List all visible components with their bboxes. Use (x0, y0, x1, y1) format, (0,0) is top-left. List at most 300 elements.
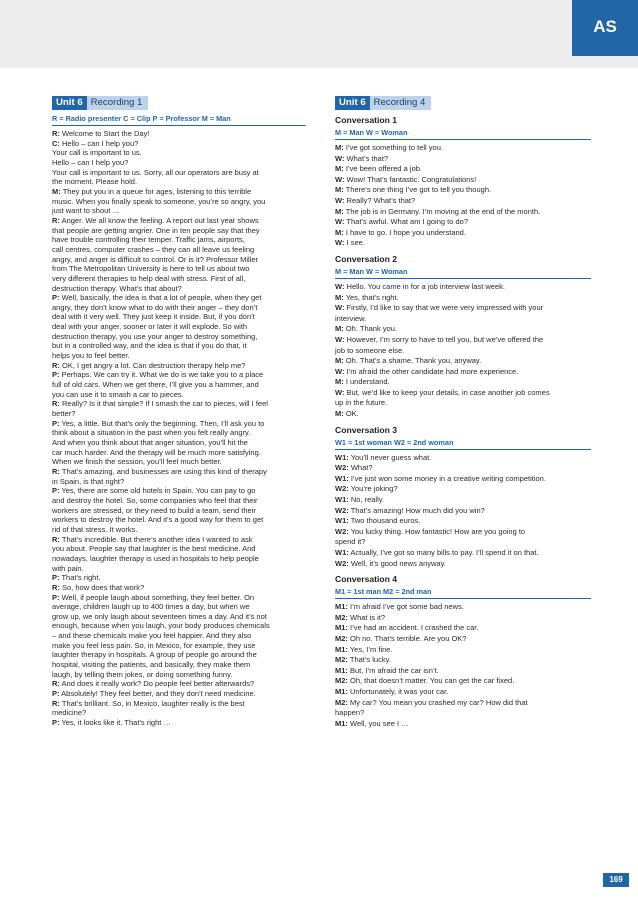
speaker-tag: P: (52, 592, 60, 602)
transcript-line (335, 175, 591, 186)
line-text: What’s that? (344, 153, 389, 163)
speaker-legend: M1 = 1st man M2 = 2nd man (335, 587, 591, 599)
transcript-line (335, 645, 591, 656)
transcript-line (52, 641, 306, 651)
line-text: workers to destroy the hotel. And it’s a good way for them to get (52, 515, 264, 525)
transcript-line (335, 634, 591, 645)
speaker-tag: M1: (335, 686, 348, 696)
transcript-line (335, 559, 591, 570)
transcript-line (52, 699, 306, 709)
line-text: music. When you finally speak to someone, you’re so angry, you (52, 196, 266, 206)
speaker-tag: R: (52, 679, 60, 689)
line-text: helps you to feel better. (52, 351, 130, 361)
transcript-line (335, 346, 591, 357)
line-text: I’m afraid the other candidate had more experience. (344, 366, 519, 376)
transcript-line (52, 361, 306, 371)
line-text: What? (348, 463, 373, 473)
transcript-line (335, 484, 591, 495)
transcript-line (52, 612, 306, 622)
line-text: but in a controlled way, and the idea is that if you do that, it (52, 341, 247, 351)
unit-label: Unit 6 (52, 96, 87, 110)
transcript-line (52, 168, 306, 178)
speaker-tag: R: (52, 399, 60, 409)
line-text: That’s incredible. But there’s another idea I wanted to ask (59, 534, 253, 544)
transcript-line (335, 409, 591, 420)
speaker-tag: M1: (335, 718, 348, 728)
transcript-line (335, 453, 591, 464)
transcript-line (52, 554, 306, 564)
line-text: deal with your anger, sooner or later it will explode. So with (52, 322, 248, 332)
header-band (0, 0, 638, 68)
transcript-line (52, 341, 306, 351)
transcript-line (52, 593, 306, 603)
line-text: Oh, that doesn’t matter. You can get the car fixed. (347, 676, 515, 686)
speaker-tag: M: (335, 409, 344, 419)
line-text: hospital, visiting the patients, and basically, they make them (52, 660, 251, 670)
transcript-line (335, 282, 591, 293)
speaker-tag: M: (52, 186, 61, 196)
transcript-line (52, 409, 306, 419)
speaker-tag: W: (335, 387, 345, 397)
transcript-line (52, 428, 306, 438)
line-text: So, how does that work? (59, 582, 145, 592)
conversation-section (335, 424, 591, 570)
line-text: Hello. You came in for a job interview last week. (344, 281, 505, 291)
unit-header-left (52, 96, 306, 110)
line-text: the moment. Please hold. (52, 177, 138, 187)
transcript-line (52, 660, 306, 670)
transcript-line (335, 293, 591, 304)
left-column (52, 96, 306, 728)
line-text: angry, they don’t know what to do with their anger – they don’t (52, 302, 258, 312)
speaker-tag: M: (335, 292, 344, 302)
unit-label: Unit 6 (335, 96, 370, 110)
line-text: call centres, computer crashes – they can all leave us feeling (52, 244, 255, 254)
transcript-line (335, 474, 591, 485)
speaker-tag: W2: (335, 505, 349, 515)
transcript-line (52, 525, 306, 535)
line-text: Oh. Thank you. (343, 324, 397, 334)
unit-header-right (335, 96, 591, 110)
speaker-tag: M: (335, 206, 344, 216)
transcript-line (52, 718, 306, 728)
transcript-line (335, 537, 591, 548)
transcript-line (52, 206, 306, 216)
line-text: deal with it very well. They just keep it inside. But, if you don’t (52, 312, 255, 322)
line-text: grow up, we only laugh about seventeen times a day. And it’s not (52, 611, 267, 621)
speaker-tag: P: (52, 370, 60, 380)
transcript-line (335, 303, 591, 314)
speaker-tag: C: (52, 138, 60, 148)
transcript-line (52, 293, 306, 303)
line-text: Well, basically, the idea is that a lot of people, when they get (59, 293, 262, 303)
transcript-line (52, 187, 306, 197)
conversation-title: Conversation 1 (335, 115, 398, 125)
line-text: OK, I get angry a lot. Can destruction therapy help me? (59, 360, 246, 370)
line-text: And when you think about that anger situation, you’ll hit the (52, 438, 248, 447)
speaker-tag: W: (335, 281, 345, 291)
transcript-line (52, 129, 306, 139)
transcript-line (52, 380, 306, 390)
line-text: I’ve been offered a job. (343, 164, 423, 174)
transcript-line (335, 217, 591, 228)
line-text: you can use it to smash a car to pieces. (52, 389, 184, 399)
transcript-line (335, 602, 591, 613)
speaker-tag: W: (335, 303, 345, 313)
transcript-line (52, 139, 306, 149)
line-text: laughter therapy in hospitals. A group of people go around the (52, 650, 257, 660)
line-text: up in the future. (335, 398, 388, 408)
line-text: laugh, by telling them jokes, or doing something funny. (52, 669, 233, 679)
speaker-tag: M1: (335, 665, 348, 675)
speaker-legend: M = Man W = Woman (335, 267, 591, 279)
line-text: destruction therapy. What’s that about? (52, 283, 182, 293)
transcript-line (52, 264, 306, 274)
line-text: average, children laugh up to 400 times a day, but when we (52, 602, 250, 612)
transcript-line (335, 324, 591, 335)
recording-label: Recording 4 (370, 96, 432, 110)
line-text: Well, it’s good news anyway. (348, 558, 446, 568)
speaker-tag: M: (335, 356, 344, 366)
speaker-tag: W1: (335, 473, 349, 483)
right-column (335, 96, 591, 729)
line-text: Perhaps. We can try it. What we do is we take you to a place (59, 370, 264, 380)
line-text: make you feel less pain. So, in Mexico, for example, they use (52, 640, 256, 650)
speaker-tag: M2: (335, 633, 348, 643)
transcript-line (52, 332, 306, 342)
transcript-line (52, 197, 306, 207)
transcript-line (52, 564, 306, 574)
conversation-section (335, 573, 591, 729)
line-text: And does it really work? Do people feel better afterwards? (59, 679, 255, 689)
transcript-line (52, 235, 306, 245)
transcript-line (52, 496, 306, 506)
recording-label: Recording 1 (87, 96, 149, 110)
speaker-tag: R: (52, 360, 60, 370)
line-text: Well, if people laugh about something, they feel better. On (59, 592, 255, 602)
line-text: job to someone else. (335, 345, 405, 355)
speaker-tag: M: (335, 227, 344, 237)
speaker-tag: W: (335, 366, 345, 376)
line-text: Anger. We all know the feeling. A report out last year shows (59, 215, 259, 225)
speaker-tag: M: (335, 164, 344, 174)
line-text: happen? (335, 708, 365, 718)
transcript-line (52, 370, 306, 380)
speaker-tag: P: (52, 293, 60, 303)
line-text: Actually, I’ve got so many bills to pay. I’ll spend it on that. (348, 548, 539, 557)
line-text: enough, because when you laugh, your body produces chemicals (52, 621, 270, 631)
transcript-line (52, 467, 306, 477)
line-text: think about a situation in the past when you felt really angry. (52, 428, 251, 438)
conversation-section (335, 114, 591, 249)
transcript-line (52, 457, 306, 467)
line-text: That’s awful. What am I going to do? (344, 217, 468, 227)
line-text: Really? Is it that simple? If I smash the car to pieces, will I feel (59, 399, 268, 409)
transcript-line (52, 477, 306, 487)
transcript-line (335, 655, 591, 666)
transcript-line (335, 388, 591, 399)
transcript-line (52, 284, 306, 294)
line-text: That’s amazing! How much did you win? (348, 505, 485, 515)
line-text: OK. (343, 409, 359, 419)
transcript-line (335, 238, 591, 249)
transcript-line (335, 196, 591, 207)
transcript-line (52, 679, 306, 689)
transcript-line (335, 623, 591, 634)
line-text: There’s one thing I’ve got to tell you though. (343, 185, 492, 195)
line-text: I see. (344, 238, 365, 248)
speaker-tag: M: (335, 377, 344, 387)
line-text: and destroy the hotel. So, some companies who feel that their (52, 495, 258, 505)
line-text: Two thousand euros. (348, 516, 421, 526)
line-text: – and these chemicals make you feel happier. And they also (52, 631, 252, 641)
speaker-tag: W1: (335, 452, 349, 462)
speaker-tag: W1: (335, 548, 349, 557)
line-text: from The Metropolitan University is here to tell us about two (52, 264, 250, 274)
transcript-line (335, 708, 591, 719)
transcript-line (52, 312, 306, 322)
line-text: You lucky thing. How fantastic! How are you going to (348, 526, 526, 536)
speaker-tag: M2: (335, 676, 348, 686)
speaker-tag: M: (335, 185, 344, 195)
speaker-tag: M1: (335, 644, 348, 654)
transcript-line (335, 506, 591, 517)
transcript-line (335, 495, 591, 506)
speaker-tag: P: (52, 718, 60, 728)
line-text: you about. People say that laughter is the best medicine. And (52, 544, 256, 554)
speaker-tag: M1: (335, 602, 348, 612)
transcript-line (52, 670, 306, 680)
line-text: Hello – can I help you? (52, 157, 129, 167)
line-text: medicine? (52, 708, 87, 718)
line-text: angry, and anger is difficult to control. Or is it? Professor Miller (52, 254, 259, 264)
line-text: workers are stressed, or they need to build a team, send their (52, 505, 256, 515)
line-text: very different therapies to help deal with stress. First of all, (52, 273, 246, 283)
conversation-title: Conversation 4 (335, 574, 398, 585)
speaker-legend: W1 = 1st woman W2 = 2nd woman (335, 438, 591, 450)
line-text: with pain. (52, 563, 84, 573)
speaker-tag: P: (52, 486, 60, 496)
line-text: Yes, that’s right. (343, 292, 399, 302)
line-text: rid of that stress. It works. (52, 524, 138, 534)
transcript-line (52, 438, 306, 448)
transcript-line (52, 226, 306, 236)
speaker-tag: W2: (335, 526, 349, 536)
transcript-line (52, 399, 306, 409)
transcript-line (335, 164, 591, 175)
speaker-tag: W: (335, 238, 345, 248)
line-text: destruction therapy, you use your anger to destroy something, (52, 331, 258, 341)
line-text: in Spain, is that right? (52, 476, 125, 486)
conversation-section (335, 253, 591, 420)
line-text: They put you in a queue for ages, listening to this terrible (60, 186, 252, 196)
speaker-tag: R: (52, 698, 60, 708)
line-text: Your call is important to us. (52, 148, 142, 158)
line-text: that people are getting angrier. One in ten people say that they (52, 225, 260, 235)
line-text: That’s amazing, and businesses are using this kind of therapy (59, 466, 267, 476)
transcript-line (335, 676, 591, 687)
speaker-tag: P: (52, 418, 60, 428)
transcript-line (335, 143, 591, 154)
speaker-tag: M1: (335, 623, 348, 633)
section-tab: AS (572, 0, 638, 56)
transcript-line (52, 486, 306, 496)
line-text: I’ve just won some money in a creative writing competition. (348, 473, 546, 483)
speaker-tag: W: (335, 334, 345, 344)
transcript-line (52, 303, 306, 313)
transcript-line (52, 689, 306, 699)
line-text: You’re joking? (348, 484, 398, 494)
speaker-tag: W: (335, 195, 345, 205)
line-text: spend it? (335, 537, 366, 547)
speaker-legend: M = Man W = Woman (335, 128, 591, 140)
speaker-tag: P: (52, 689, 60, 699)
transcript-line (335, 698, 591, 709)
transcript-line (335, 516, 591, 527)
transcript-line (335, 356, 591, 367)
line-text: Hello – can I help you? (59, 138, 139, 148)
transcript-line (335, 367, 591, 378)
transcript-line (52, 708, 306, 718)
transcript-line (52, 216, 306, 226)
transcript-right (335, 114, 591, 729)
line-text: Well, you see I … (347, 718, 409, 728)
speaker-tag: R: (52, 466, 60, 476)
transcript-line (335, 666, 591, 677)
transcript-line (52, 515, 306, 525)
line-text: I understand. (343, 377, 390, 387)
speaker-tag: M: (335, 324, 344, 334)
line-text: What is it? (347, 612, 386, 622)
transcript-line (335, 377, 591, 388)
transcript-line (52, 177, 306, 187)
transcript-line (52, 535, 306, 545)
transcript-line (335, 548, 591, 559)
line-text: No, really. (348, 495, 385, 505)
line-text: Yes, there are some old hotels in Spain. You can pay to go (59, 486, 256, 496)
line-text: I’ve got something to tell you. (343, 143, 443, 152)
transcript-line (335, 154, 591, 165)
line-text: However, I’m sorry to have to tell you, but we’ve offered the (344, 334, 544, 344)
line-text: I have to go. I hope you understand. (343, 227, 466, 237)
transcript-line (52, 448, 306, 458)
transcript-line (335, 463, 591, 474)
speaker-tag: R: (52, 129, 60, 138)
transcript-line (52, 148, 306, 158)
speaker-tag: W2: (335, 484, 349, 494)
speaker-tag: W2: (335, 558, 349, 568)
line-text: Your call is important to us. Sorry, all our operators are busy at (52, 167, 259, 177)
speaker-tag: W: (335, 217, 345, 227)
line-text: Firstly, I’d like to say that we were very impressed with your (344, 303, 544, 313)
transcript-line (52, 583, 306, 593)
transcript-line (335, 719, 591, 730)
speaker-tag: R: (52, 215, 60, 225)
transcript-left (52, 129, 306, 728)
transcript-line (52, 274, 306, 284)
line-text: But, I’m afraid the car isn’t. (347, 665, 439, 675)
speaker-tag: W2: (335, 463, 349, 473)
line-text: The job is in Germany. I’m moving at the end of the month. (343, 206, 541, 216)
line-text: nowadays, laughter therapy is used in hospitals to help people (52, 553, 259, 563)
line-text: Absolutely! They feel better, and they don’t need medicine. (59, 689, 256, 699)
line-text: full of old cars. When we get there, I’ll give you a hammer, and (52, 380, 259, 390)
speaker-tag: W1: (335, 495, 349, 505)
transcript-line (335, 335, 591, 346)
conversation-title: Conversation 2 (335, 253, 398, 264)
transcript-line (335, 207, 591, 218)
line-text: car much harder. And the therapy will be much more satisfying. (52, 447, 261, 457)
line-text: interview. (335, 313, 367, 323)
speaker-tag: W: (335, 174, 345, 184)
speaker-tag: W1: (335, 516, 349, 526)
line-text: have trouble controlling their temper. Traffic jams, airports, (52, 235, 245, 245)
speaker-tag: M2: (335, 655, 348, 665)
line-text: That’s lucky. (347, 655, 391, 665)
transcript-line (52, 506, 306, 516)
line-text: Wow! That’s fantastic. Congratulations! (344, 174, 477, 184)
line-text: Welcome to Start the Day! (59, 129, 150, 138)
transcript-line (52, 158, 306, 168)
line-text: Yes, a little. But that’s only the beginning. Then, I’ll ask you to (59, 418, 265, 428)
line-text: Really? What’s that? (344, 195, 416, 205)
speaker-tag: M: (335, 143, 344, 152)
speaker-legend: R = Radio presenter C = Clip P = Professor M = Man (52, 114, 306, 126)
transcript-line (52, 621, 306, 631)
line-text: Yes, I’m fine. (347, 644, 393, 654)
transcript-line (52, 602, 306, 612)
transcript-line (52, 544, 306, 554)
line-text: just want to shout … (52, 206, 120, 216)
transcript-line (335, 613, 591, 624)
line-text: My car? You mean you crashed my car? How did that (347, 697, 528, 707)
page-number: 169 (603, 873, 629, 887)
conversation-title: Conversation 3 (335, 424, 398, 435)
speaker-tag: M2: (335, 612, 348, 622)
transcript-line (335, 398, 591, 409)
speaker-tag: W: (335, 153, 345, 163)
transcript-line (52, 351, 306, 361)
transcript-line (52, 650, 306, 660)
transcript-line (335, 228, 591, 239)
transcript-line (335, 687, 591, 698)
transcript-line (52, 573, 306, 583)
transcript-line (335, 185, 591, 196)
transcript-line (52, 322, 306, 332)
speaker-tag: R: (52, 582, 60, 592)
line-text: Oh no. That’s terrible. Are you OK? (347, 633, 467, 643)
line-text: When we finish the session, you’ll feel much better. (52, 457, 222, 467)
transcript-line (52, 631, 306, 641)
transcript-line (52, 419, 306, 429)
transcript-line (335, 527, 591, 538)
line-text: I’m afraid I’ve got some bad news. (347, 602, 464, 612)
line-text: But, we’d like to keep your details, in case another job comes (344, 387, 550, 397)
line-text: Oh. That’s a shame. Thank you, anyway. (343, 356, 482, 366)
line-text: better? (52, 409, 76, 419)
line-text: Unfortunately, it was your car. (347, 686, 449, 696)
line-text: That’s right. (59, 573, 101, 583)
transcript-line (335, 314, 591, 325)
line-text: That’s brilliant. So, in Mexico, laughter really is the best (59, 698, 245, 708)
transcript-line (52, 245, 306, 255)
speaker-tag: P: (52, 573, 60, 583)
line-text: You’ll never guess what. (348, 452, 432, 462)
line-text: I’ve had an accident. I crashed the car. (347, 623, 479, 633)
transcript-line (52, 390, 306, 400)
speaker-tag: M2: (335, 697, 348, 707)
line-text: Yes, it looks like it. That’s right … (59, 718, 171, 728)
